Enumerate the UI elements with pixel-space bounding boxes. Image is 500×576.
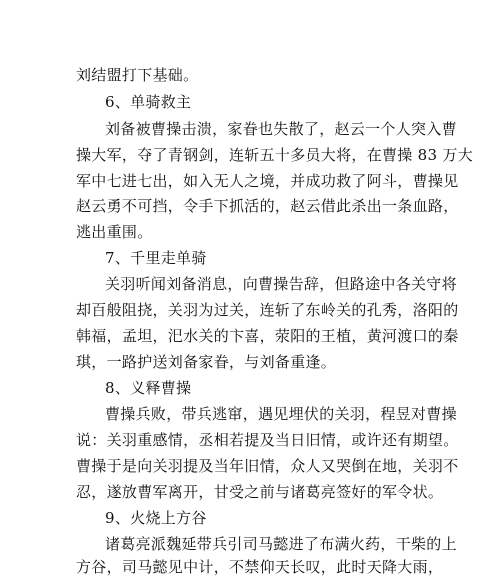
- section-heading: 8、义释曹操: [105, 379, 192, 397]
- text-line: 刘结盟打下基础。: [76, 66, 199, 84]
- text-line: 关羽听闻刘备消息，向曹操告辞，但路途中各关守将: [105, 275, 457, 293]
- section-heading: 7、千里走单骑: [105, 249, 207, 267]
- text-line: 操大军，夺了青钢剑，连斩五十多员大将，在曹操 83 万大: [76, 146, 474, 164]
- text-line: 军中七进七出，如入无人之境，并成功救了阿斗，曹操见: [76, 172, 459, 190]
- text-line: 曹操兵败，带兵逃窜，遇见埋伏的关羽，程昱对曹操: [105, 405, 457, 423]
- text-line: 刘备被曹操击溃，家眷也失散了，赵云一个人突入曹: [105, 120, 457, 138]
- text-line: 却百般阻挠，关羽为过关，连斩了东岭关的孔秀，洛阳的: [76, 301, 459, 319]
- text-line: 韩福，孟坦，汜水关的卞喜，荥阳的王植，黄河渡口的秦: [76, 327, 459, 345]
- section-heading: 9、火烧上方谷: [105, 509, 207, 527]
- text-line: 说：关羽重感情，丞相若提及当日旧情，或许还有期望。: [76, 431, 459, 449]
- text-line: 曹操于是向关羽提及当年旧情，众人又哭倒在地，关羽不: [76, 457, 459, 475]
- text-line: 忍，遂放曹军离开，甘受之前与诸葛亮签好的军令状。: [76, 483, 444, 501]
- text-line: 诸葛亮派魏延带兵引司马懿进了布满火药，干柴的上: [105, 535, 457, 553]
- text-line: 方谷，司马懿见中计，不禁仰天长叹，此时天降大雨，: [76, 558, 444, 576]
- text-line: 琪，一路护送刘备家眷，与刘备重逢。: [76, 353, 337, 371]
- section-heading: 6、单骑救主: [105, 93, 192, 111]
- text-line: 逃出重围。: [76, 223, 153, 241]
- text-line: 赵云勇不可挡，令手下抓活的，赵云借此杀出一条血路，: [76, 197, 459, 215]
